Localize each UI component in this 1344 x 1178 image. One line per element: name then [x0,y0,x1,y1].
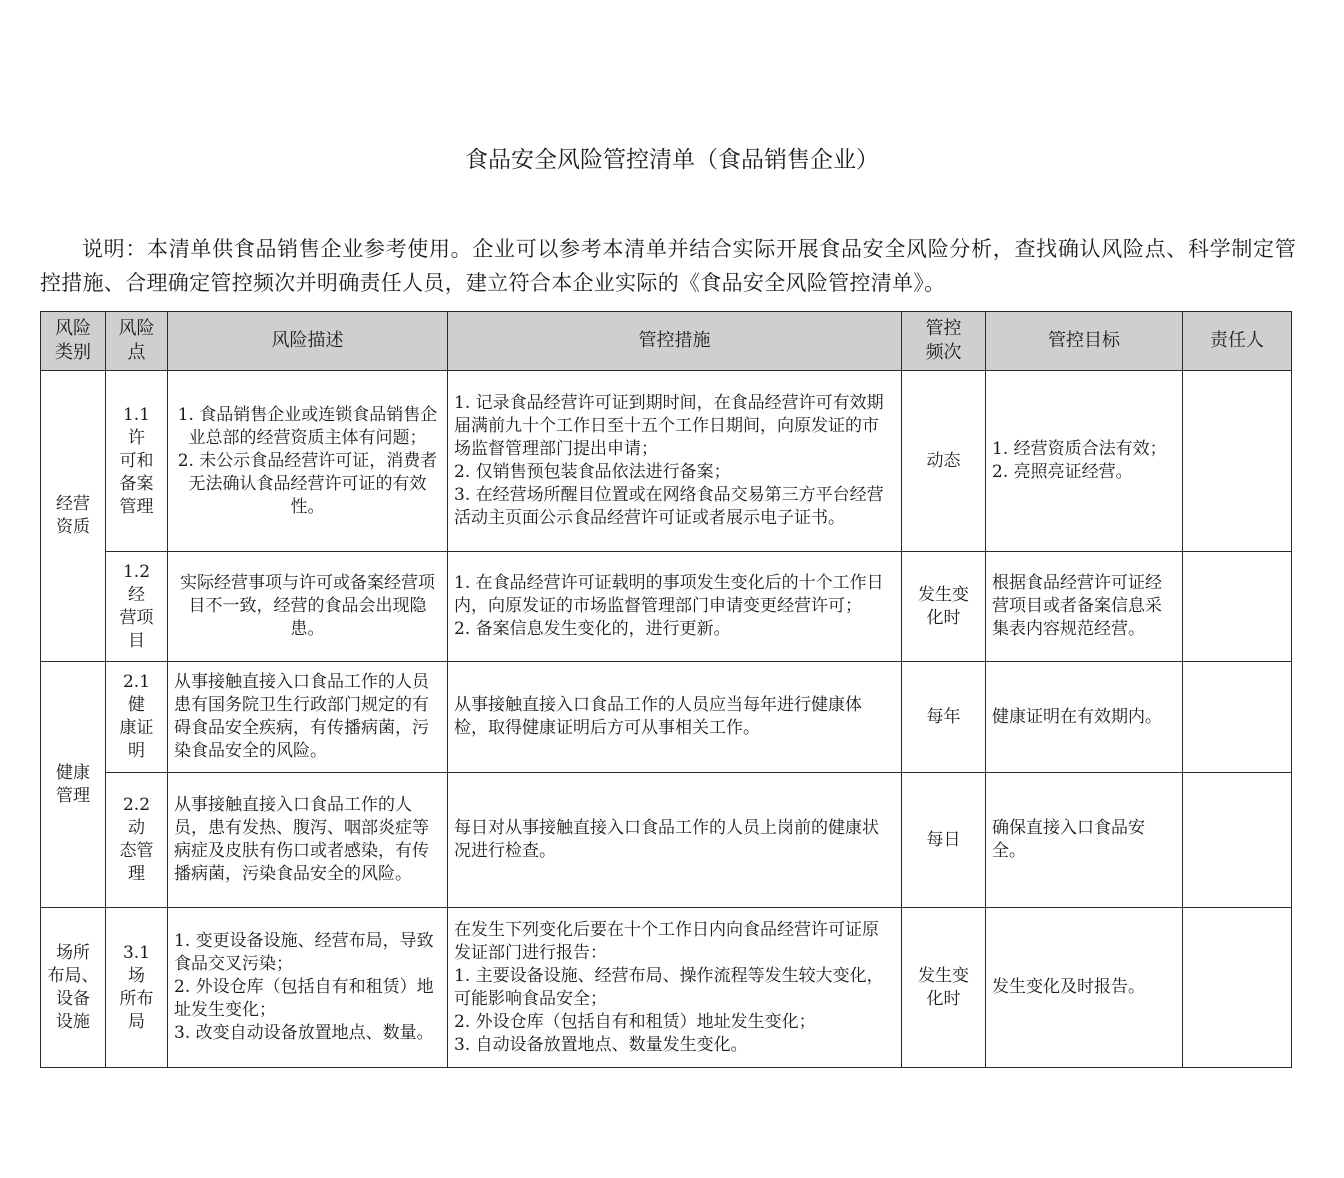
risk-description-cell: 从事接触直接入口食品工作的人员，患有发热、腹泻、咽部炎症等病症及皮肤有伤口或者感染，有传播病菌，污染食品安全的风险。 [168,773,448,908]
table-row [41,908,1292,1068]
table-header [41,312,1292,371]
risk-point-cell: 1.2 经 营项 目 [106,552,168,662]
header-description: 风险描述 [168,312,448,371]
document-title: 食品安全风险管控清单（食品销售企业） [465,147,879,173]
risk-point-cell: 3.1 场 所布 局 [106,908,168,1068]
risk-description-cell: 1. 变更设备设施、经营布局，导致食品交叉污染； 2. 外设仓库（包括自有和租赁）地址发生变化； 3. 改变自动设备放置地点、数量。 [168,908,448,1068]
risk-description-cell: 从事接触直接入口食品工作的人员患有国务院卫生行政部门规定的有碍食品安全疾病，有传播病菌，污染食品安全的风险。 [168,662,448,773]
table-row [41,773,1292,908]
control-target-cell: 确保直接入口食品安全。 [986,773,1183,908]
control-target-cell: 1. 经营资质合法有效； 2. 亮照亮证经营。 [986,371,1183,552]
risk-category-cell: 健康 管理 [41,662,106,908]
document-intro: 说明：本清单供食品销售企业参考使用。企业可以参考本清单并结合实际开展食品安全风险分析，查找确认风险点、科学制定管控措施、合理确定管控频次并明确责任人员，建立符合本企业实际的《食品安全风险管控清单》。 [40,237,1296,295]
control-target-cell: 健康证明在有效期内。 [986,662,1183,773]
control-frequency-cell: 每年 [902,662,986,773]
control-measures-cell: 每日对从事接触直接入口食品工作的人员上岗前的健康状况进行检查。 [448,773,902,908]
control-measures-cell: 从事接触直接入口食品工作的人员应当每年进行健康体检，取得健康证明后方可从事相关工作。 [448,662,902,773]
owner-cell [1183,908,1292,1068]
risk-point-cell: 2.1 健 康证 明 [106,662,168,773]
header-point: 风险 点 [106,312,168,371]
table-row [41,552,1292,662]
control-target-cell: 发生变化及时报告。 [986,908,1183,1068]
header-owner: 责任人 [1183,312,1292,371]
header-category: 风险 类别 [41,312,106,371]
risk-description-cell: 1. 食品销售企业或连锁食品销售企业总部的经营资质主体有问题； 2. 未公示食品经营许可证，消费者无法确认食品经营许可证的有效性。 [168,371,448,552]
risk-point-cell: 1.1 许 可和 备案 管理 [106,371,168,552]
header-row [41,312,1292,371]
table-body [41,371,1292,1068]
owner-cell [1183,773,1292,908]
risk-category-cell: 场所 布局、 设备 设施 [41,908,106,1068]
control-measures-cell: 1. 记录食品经营许可证到期时间，在食品经营许可有效期届满前九十个工作日至十五个工作日期间，向原发证的市场监督管理部门提出申请； 2. 仅销售预包装食品依法进行备案； 3. 在经营场所醒目位置或在网络食品交易第三方平台经营活动主页面公示食品经营许可证或者展示电子证书。 [448,371,902,552]
owner-cell [1183,662,1292,773]
table-row [41,662,1292,773]
risk-description-cell: 实际经营事项与许可或备案经营项目不一致，经营的食品会出现隐患。 [168,552,448,662]
control-frequency-cell: 每日 [902,773,986,908]
header-frequency: 管控 频次 [902,312,986,371]
header-target: 管控目标 [986,312,1183,371]
control-frequency-cell: 发生变 化时 [902,908,986,1068]
control-measures-cell: 1. 在食品经营许可证载明的事项发生变化后的十个工作日内，向原发证的市场监督管理部门申请变更经营许可； 2. 备案信息发生变化的，进行更新。 [448,552,902,662]
risk-category-cell: 经营 资质 [41,371,106,662]
risk-point-cell: 2.2 动 态管 理 [106,773,168,908]
control-frequency-cell: 动态 [902,371,986,552]
control-target-cell: 根据食品经营许可证经营项目或者备案信息采集表内容规范经营。 [986,552,1183,662]
control-frequency-cell: 发生变 化时 [902,552,986,662]
owner-cell [1183,371,1292,552]
owner-cell [1183,552,1292,662]
header-measures: 管控措施 [448,312,902,371]
table-row [41,371,1292,552]
risk-control-table [40,311,1292,1068]
control-measures-cell: 在发生下列变化后要在十个工作日内向食品经营许可证原发证部门进行报告： 1. 主要设备设施、经营布局、操作流程等发生较大变化，可能影响食品安全； 2. 外设仓库（包括自有和租赁）地址发生变化； 3. 自动设备放置地点、数量发生变化。 [448,908,902,1068]
